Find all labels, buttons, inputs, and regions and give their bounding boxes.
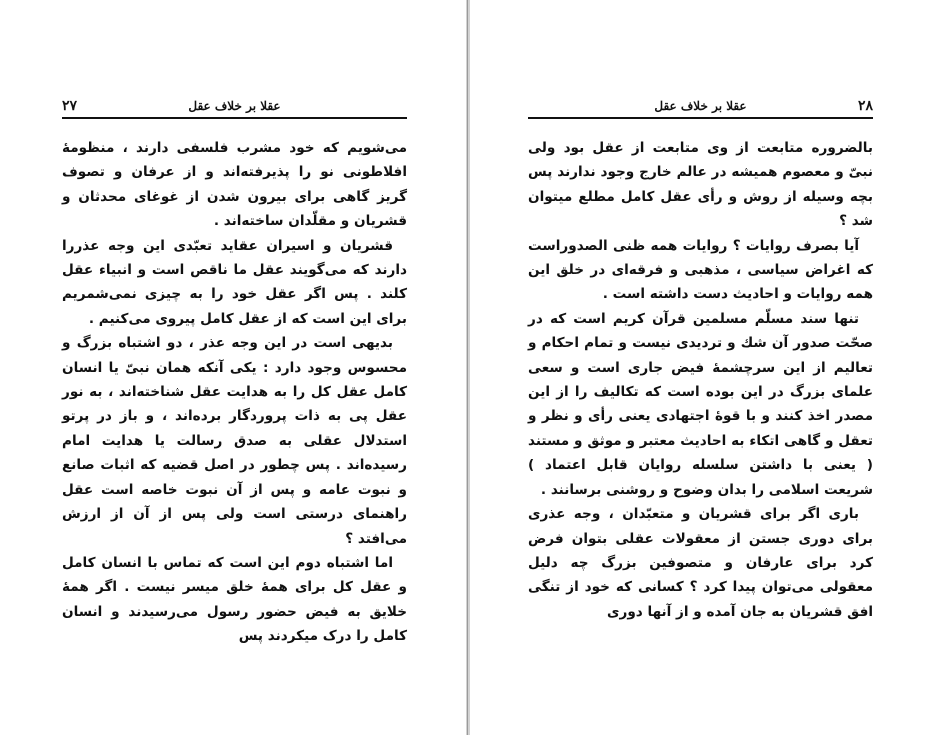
paragraph: تنها سند مسلّم مسلمین قرآن کریم است که در صحّت صدور آن شك و تردیدی نیست و تمام احکام و تعالیم از این سرچشمهٔ فیض جاری است و سعی علمای بزرگ در این بوده است که تکالیف را از این مصدر اخذ کنند و با قوهٔ اجتهادی یعنی رأی و نظر و تعقل و گاهی اتکاء به احادیث معتبر و موثق و مستند ( یعنی با داشتن سلسله روایان قابل اعتماد ) شریعت اسلامی را بدان وضوح و روشنی برسانند . bbox=[528, 310, 873, 498]
paragraph: بالضروره متابعت از وی متابعت از عقل بود ولی نبیّ و معصوم همیشه در عالم خارج وجود ندارند پس بچه وسیله از روش و رأی عقل کامل مطلع میتوان شد ؟ bbox=[528, 140, 873, 230]
paragraph: می‌شویم که خود مشرب فلسفی دارند ، منظومهٔ افلاطونی نو را پذیرفته‌اند و از عرفان و تصوف گریز گاهی برای بیرون شدن از غوغای محدثان و قشریان و مقلّدان ساخته‌اند . bbox=[62, 140, 407, 230]
paragraph: باری اگر برای قشریان و متعبّدان ، وجه عذری برای دوری جستن از معقولات عقلی بتوان فرض کرد برای عارفان و متصوفین بزرگ چه دلیل معقولی می‌توان پیدا کرد ؟ کسانی که خود از تنگی افق قشریان به جان آمده و از آنها دوری bbox=[528, 506, 873, 620]
paragraph: قشریان و اسیران عقاید تعبّدی این وجه عذررا دارند که می‌گویند عقل ما ناقص است و انبیاء عقل کلند . پس اگر عقل خود را به چیزی نمی‌شمریم برای این است که از عقل کامل پیروی می‌کنیم . bbox=[62, 237, 407, 327]
paragraph: بدیهی است در این وجه عذر ، دو اشتباه بزرگ و محسوس وجود دارد : یکی آنکه همان نبیّ یا انسان کامل عقل کل را به هدایت عقل شناخته‌اند ، به نور عقل پی به ذات پروردگار برده‌اند ، و باز در پرتو استدلال عقلی به صدق رسالت یا هدایت امام رسیده‌اند . پس چطور در اصل قضیه که اثبات صانع و نبوت عامه و پس از آن نبوت خاصه است عقل راهنمای درستی است ولی پس از آن از ارزش می‌افتد ؟ bbox=[62, 335, 407, 547]
running-header bbox=[528, 96, 873, 118]
running-header bbox=[62, 96, 407, 118]
header-title: عقلا بر خلاف عقل bbox=[188, 99, 281, 113]
paragraph: اما اشتباه دوم این است که تماس با انسان کامل و عقل کل برای همهٔ خلق میسر نیست . اگر همهٔ خلایق به فیض حضور رسول می‌رسیدند و انسان کامل را درک میکردند پس bbox=[62, 554, 407, 645]
header-rule bbox=[528, 117, 873, 119]
body-text bbox=[528, 136, 873, 624]
left-page bbox=[0, 0, 466, 735]
header-rule bbox=[62, 117, 407, 119]
header-title: عقلا بر خلاف عقل bbox=[654, 99, 747, 113]
paragraph: آیا بصرف روایات ؟ روایات همه ظنی الصدوراست که اغراض سیاسی ، مذهبی و فرقه‌ای در خلق این همه روایات و احادیث دست داشته است . bbox=[528, 237, 873, 303]
page-number: ۲۸ bbox=[857, 98, 873, 114]
right-page bbox=[470, 0, 940, 735]
gutter-line bbox=[467, 0, 468, 735]
page-number: ۲۷ bbox=[62, 98, 78, 114]
body-text bbox=[62, 136, 407, 649]
